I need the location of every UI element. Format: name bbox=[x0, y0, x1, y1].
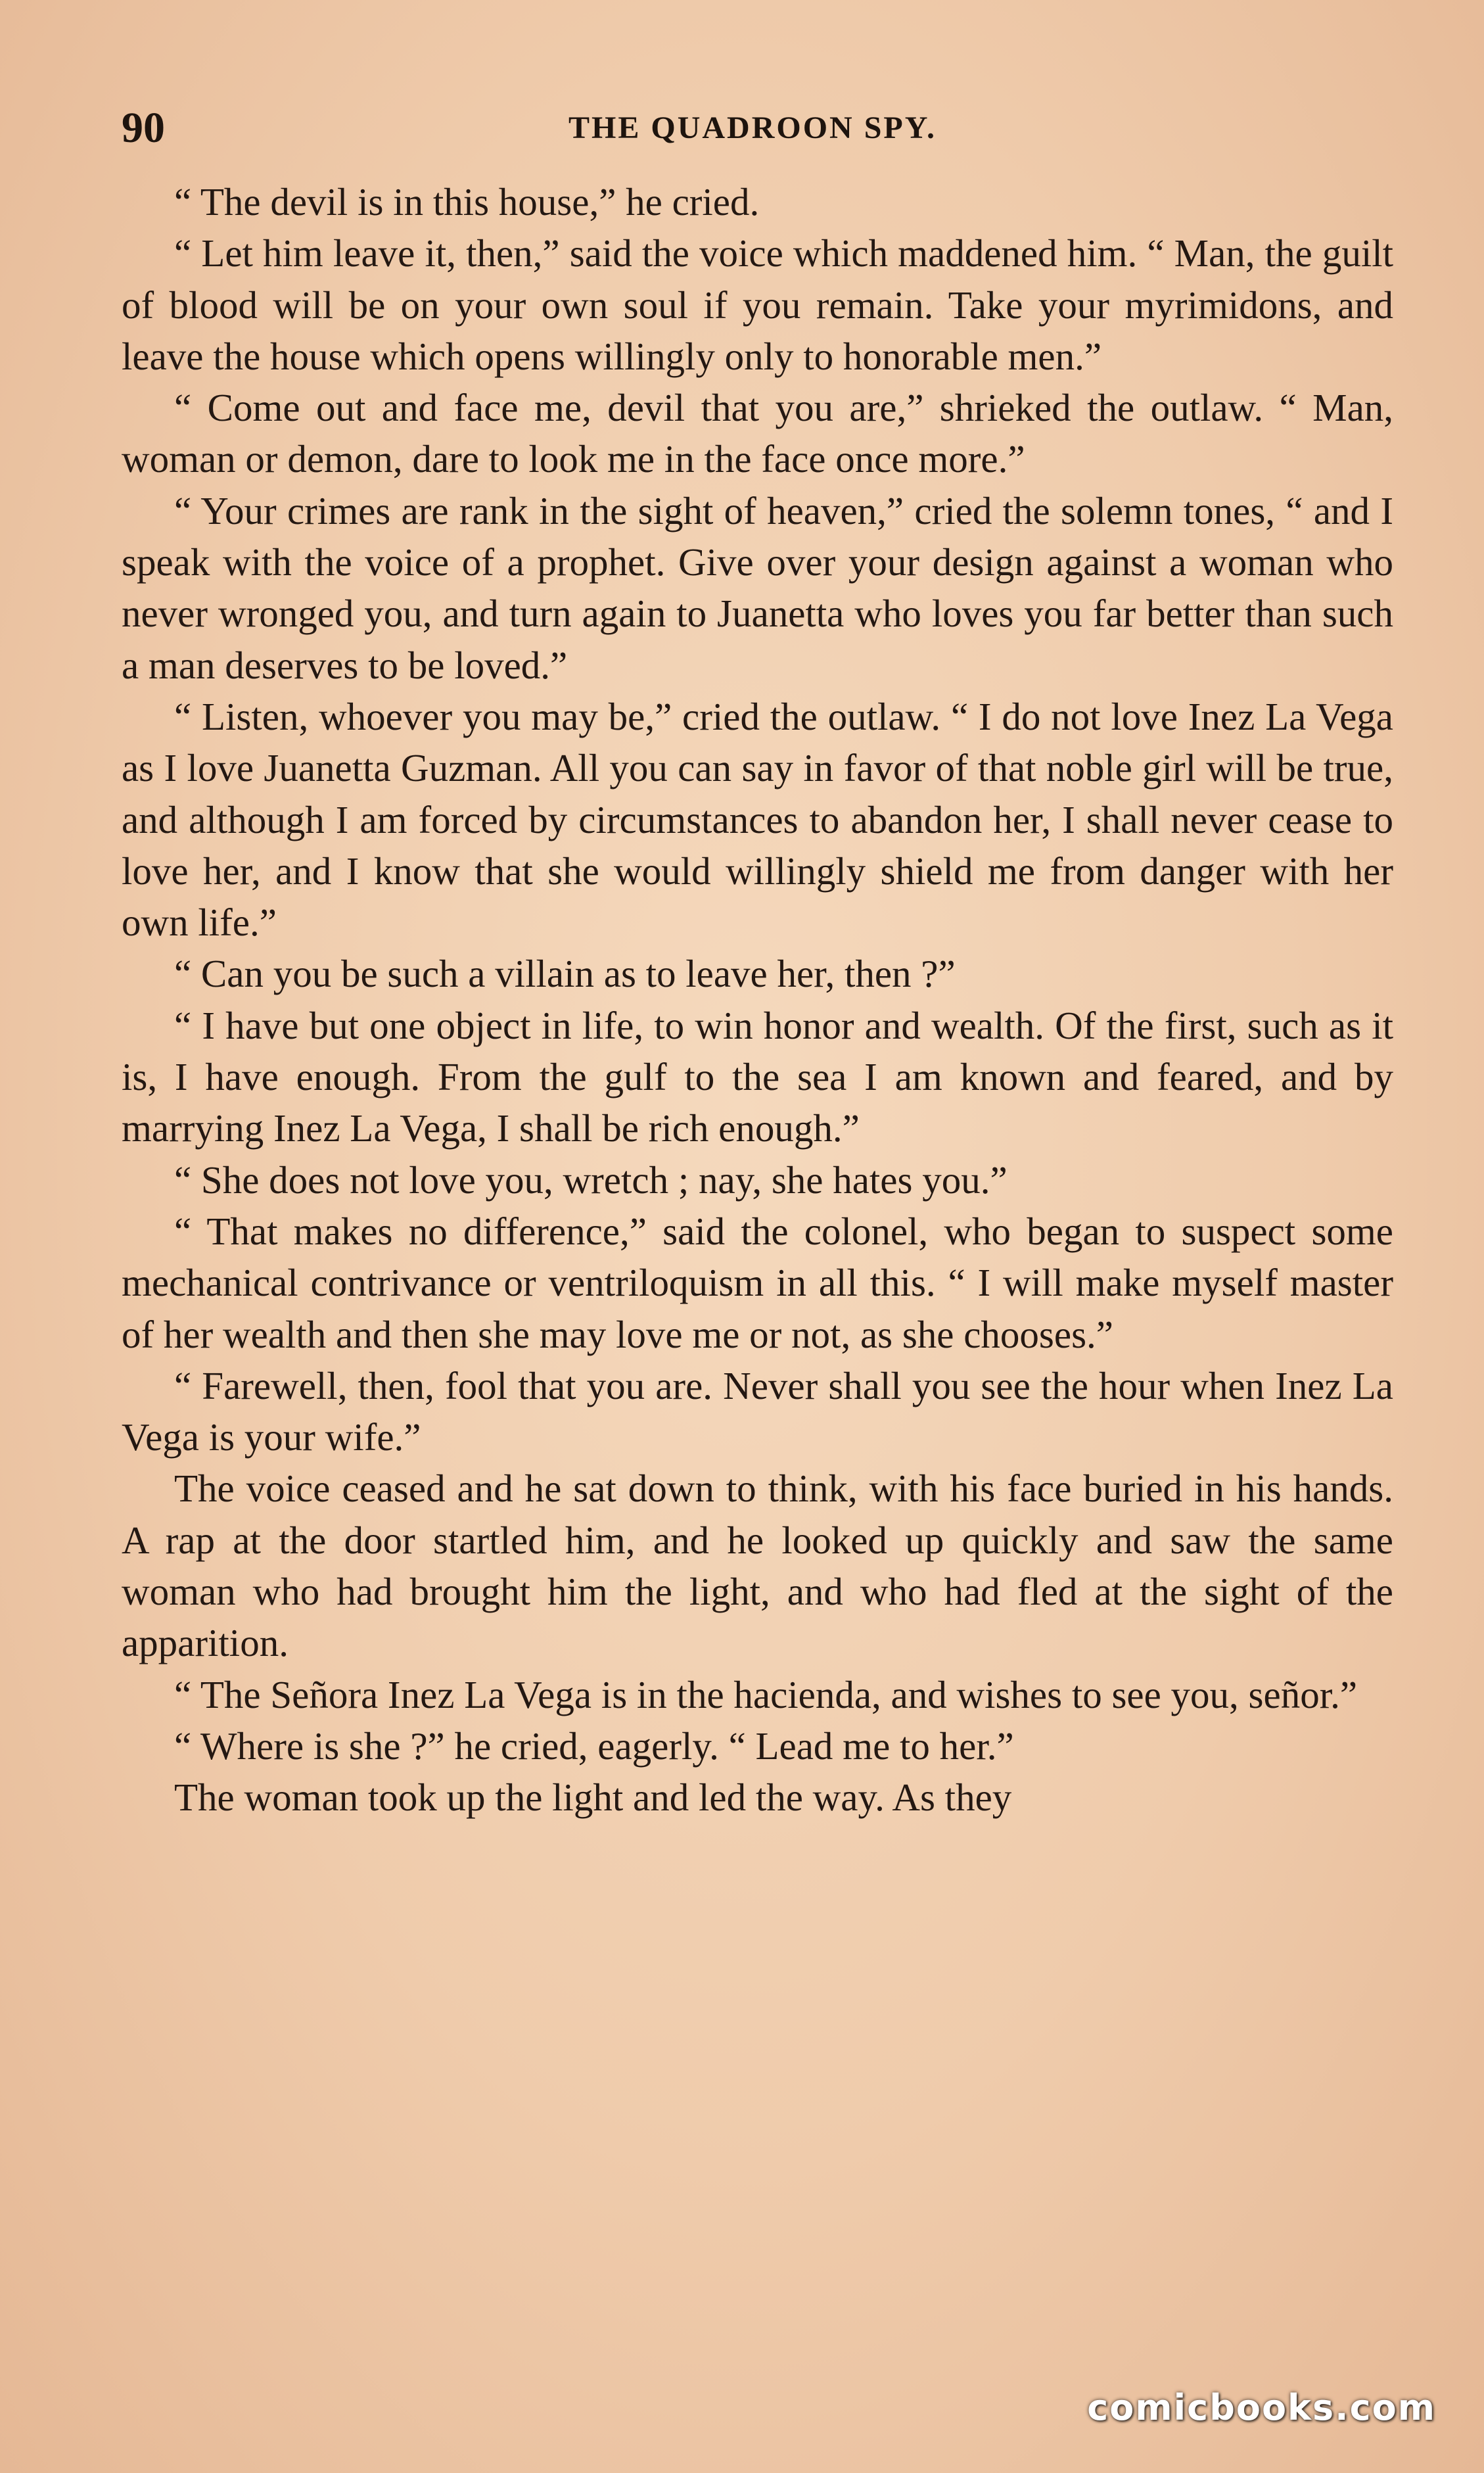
paragraph: “ Listen, whoever you may be,” cried the outlaw. “ I do not love Inez La Vega as I love Juanetta Guzman. All you can say in favor of that noble girl will be true, and although I am forced by circumstances to abandon her, I shall never cease to love her, and I know that she would willingly shield me from danger with her own life.” bbox=[122, 694, 1393, 945]
paragraph: “ Your crimes are rank in the sight of heaven,” cried the solemn tones, “ and I speak with the voice of a prophet. Give over your design against a woman who never wronged you, and turn again to Juanetta who loves you far better than such a man deserves to be loved.” bbox=[122, 488, 1393, 687]
paragraph: “ Where is she ?” he cried, eagerly. “ Lead me to her.” bbox=[174, 1724, 1014, 1768]
paragraph: “ She does not love you, wretch ; nay, she hates you.” bbox=[174, 1158, 1008, 1202]
running-title: THE QUADROON SPY. bbox=[568, 110, 937, 145]
paragraph: “ The Señora Inez La Vega is in the hacienda, and wishes to see you, señor.” bbox=[174, 1672, 1358, 1716]
paragraph: The woman took up the light and led the way. As they bbox=[174, 1776, 1012, 1820]
page-header bbox=[122, 99, 1383, 158]
paragraph: “ That makes no difference,” said the colonel, who began to suspect some mechanical contrivance or ventriloquism in all this. “ I will make myself master of her wealth and then she may love me or not, as she chooses.” bbox=[122, 1209, 1393, 1356]
page-number: 90 bbox=[122, 104, 165, 152]
watermark: comicbooks.com bbox=[1087, 2387, 1436, 2428]
paragraph: “ Can you be such a villain as to leave her, then ?” bbox=[174, 952, 956, 996]
paragraph: The voice ceased and he sat down to think, with his face buried in his hands. A rap at the door startled him, and he looked up quickly and saw the same woman who had brought him the light, and who had fled at the sight of the apparition. bbox=[122, 1467, 1393, 1665]
paragraph: “ Farewell, then, fool that you are. Never shall you see the hour when Inez La Vega is your wife.” bbox=[122, 1363, 1393, 1459]
body-text bbox=[122, 176, 1393, 1824]
paragraph: “ Let him leave it, then,” said the voice which maddened him. “ Man, the guilt of blood will be on your own soul if you remain. Take your myrimidons, and leave the house which opens willingly only to honorable men.” bbox=[122, 231, 1393, 378]
paragraph: “ I have but one object in life, to win honor and wealth. Of the first, such as it is, I have enough. From the gulf to the sea I am known and feared, and by marrying Inez La Vega, I shall be rich enough.” bbox=[122, 1003, 1393, 1150]
paragraph: “ Come out and face me, devil that you are,” shrieked the outlaw. “ Man, woman or demon, dare to look me in the face once more.” bbox=[122, 386, 1393, 481]
paragraph: “ The devil is in this house,” he cried. bbox=[174, 180, 760, 224]
